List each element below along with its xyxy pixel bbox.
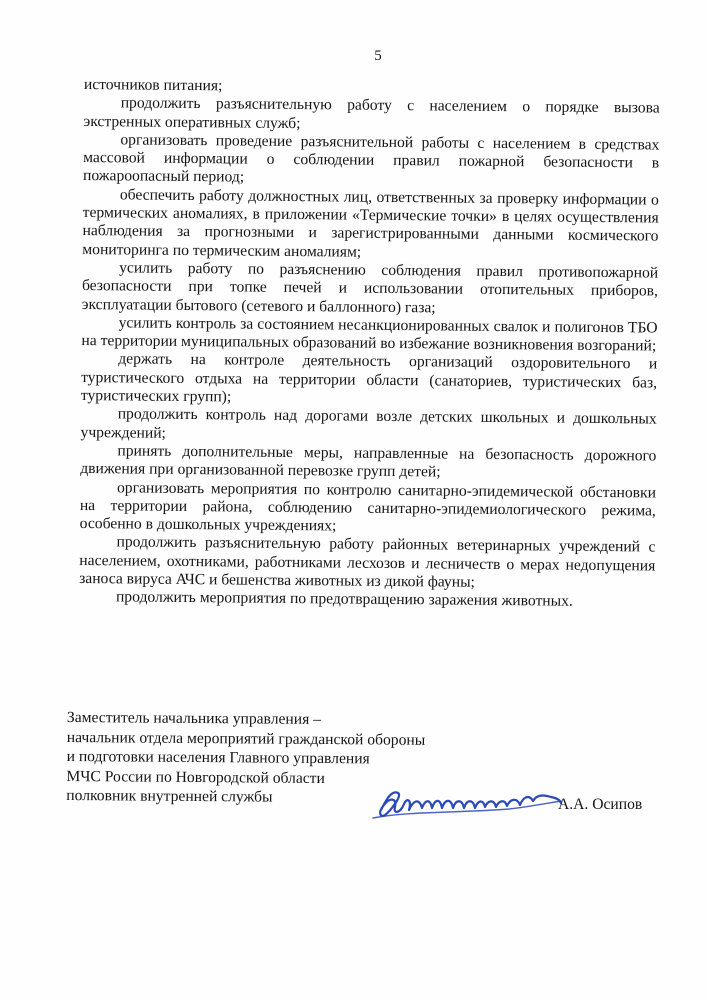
page-number: 5 bbox=[374, 48, 382, 64]
paragraph: принять дополнительные меры, направленные на безопасность дорожного движения при организованной перевозке групп детей; bbox=[80, 442, 657, 481]
paragraph: организовать мероприятия по контролю санитарно-эпидемической обстановки на территории района, соблюдению санитарно-эпидемиологического режима, особенно в дошкольных учреждениях; bbox=[79, 478, 657, 535]
signatory-rank-line: полковник внутренней службы bbox=[66, 786, 273, 806]
paragraph: источников питания; bbox=[83, 76, 223, 95]
paragraph: обеспечить работу должностных лиц, ответственных за проверку информации о термических аномалиях, в приложении «Термические точки» в целях осуществления наблюдения за прогнозными и зарегистрированными данными космического мониторинга по термическим аномалиям; bbox=[82, 186, 659, 261]
paragraph: организовать проведение разъяснительной работы с населением в средствах массовой информации о соблюдении правил пожарной безопасности в пожароопасный период; bbox=[82, 131, 660, 187]
document-body bbox=[79, 76, 660, 612]
paragraph: продолжить контроль над дорогами возле детских школьных и дошкольных учреждений; bbox=[80, 405, 657, 442]
paragraph: продолжить разъяснительную работу районных ветеринарных учреждений с населением, охотниками, работниками лесхозов и лесничеств о мерах недопущения заноса вируса АЧС и бешенства животных из дикой фауны; bbox=[79, 533, 656, 591]
signatory-name: А.А. Осипов bbox=[558, 796, 643, 813]
paragraph: продолжить мероприятия по предотвращению заражения животных. bbox=[115, 588, 573, 611]
paragraph: усилить работу по разъяснению соблюдения правил противопожарной безопасности при топке печей и использовании отопительных приборов, эксплуатации бытового (сетевого и баллонного) газа; bbox=[81, 259, 659, 316]
paragraph: продолжить разъяснительную работу с населением о порядке вызова экстренных оперативных служб; bbox=[83, 94, 660, 132]
paragraph: держать на контроле деятельность организаций оздоровительного и туристического отдыха на территории области (санаториев, туристических баз, туристических групп); bbox=[80, 350, 658, 406]
signatory-title-line: Заместитель начальника управления – bbox=[66, 708, 322, 728]
signatory-title-line: МЧС России по Новгородской области bbox=[66, 767, 325, 787]
signatory-title-line: и подготовки населения Главного управления bbox=[66, 747, 370, 768]
handwritten-signature bbox=[369, 770, 565, 828]
signatory-title-line: начальник отдела мероприятий гражданской обороны bbox=[66, 728, 426, 749]
signature-stroke bbox=[380, 792, 561, 816]
paragraph: усилить контроль за состоянием несанкционированных свалок и полигонов ТБО на территории муниципальных образований во избежание возникновения возгораний; bbox=[81, 314, 658, 355]
